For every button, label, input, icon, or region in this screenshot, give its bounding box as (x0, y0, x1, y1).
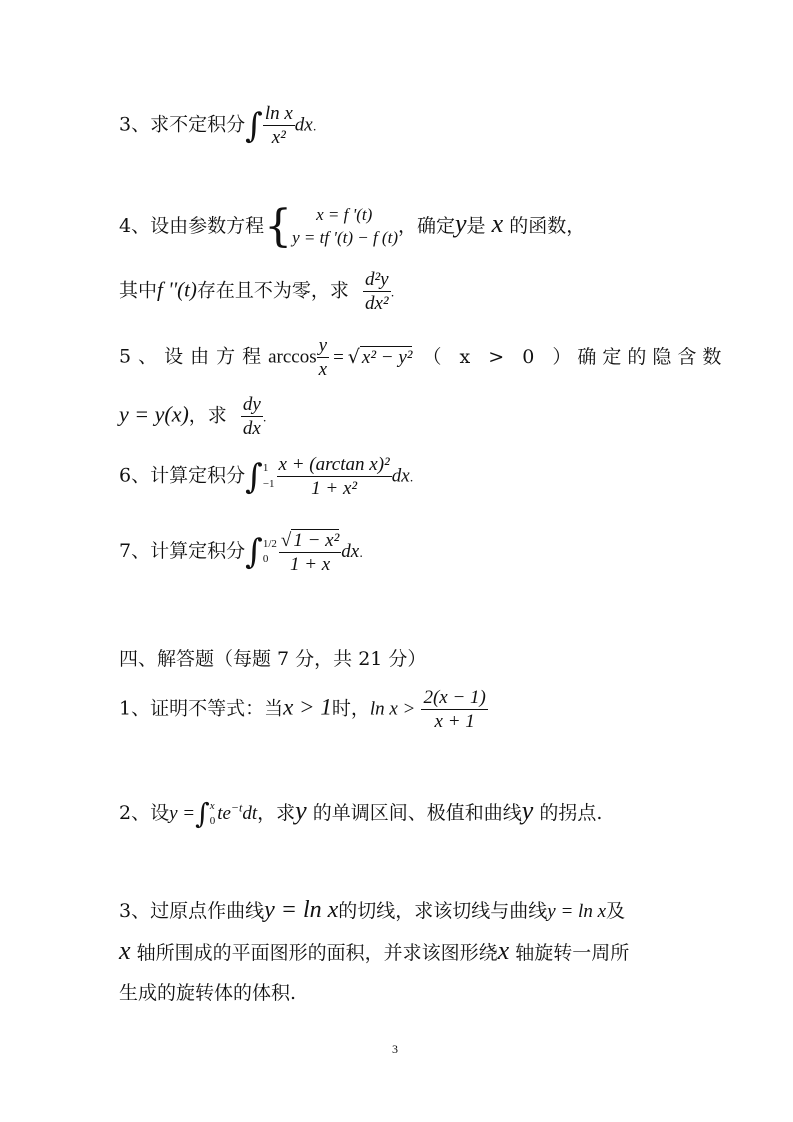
math-expression: y = ln x (264, 897, 339, 923)
integral-sign: ∫ (245, 532, 263, 573)
math-var: x (497, 936, 510, 965)
math-var: y (455, 208, 467, 238)
math-expression: ln x > (369, 698, 416, 720)
question-7-fraction (279, 530, 341, 574)
problem-1 (119, 688, 488, 731)
question-4 (119, 200, 586, 252)
integral-limits (210, 799, 216, 830)
section-4-heading: 四、解答题（每题 7 分，共 21 分） (119, 648, 427, 670)
math-expression: y = ln x (547, 901, 606, 922)
question-5-continued: y = y(x)，求 $\frac{dy}{dx}$ . (119, 394, 267, 439)
question-5-fraction (317, 336, 329, 379)
square-root: √ x² − y² (347, 346, 413, 368)
text: 的拐点. (539, 802, 603, 824)
math-var: x (491, 208, 504, 238)
fraction-numerator: dy (242, 394, 261, 415)
text: ，确定 (397, 214, 455, 237)
lower-limit: 0 (262, 553, 269, 566)
parametric-eq-1: x = f '(t) (316, 205, 373, 224)
text: 其中 (119, 279, 158, 302)
differential: dx (294, 114, 313, 136)
question-3-label: 3、求不定积分 (119, 113, 246, 136)
lower-limit: 0 (209, 815, 216, 827)
text: 时， (331, 697, 370, 720)
problem-1-fraction (421, 688, 487, 731)
integrand: te (217, 803, 231, 824)
problem-2-label: 2、设 (119, 802, 170, 824)
lower-limit: −1 (262, 477, 275, 490)
question-4-continued: 其中f ''(t)存在且不为零，求 $\frac{\text{d²y}}{\text{dx²}}$ . (119, 269, 395, 314)
square-root: √ 1 − x² (280, 530, 340, 552)
text: 存在且不为零，求 (196, 279, 349, 302)
fraction-denominator: 1 + x² (311, 478, 358, 499)
text: 的切线，求该切线与曲线 (338, 900, 548, 922)
problem-3-label: 3、过原点作曲线 (119, 900, 265, 922)
problem-3 (119, 898, 625, 922)
question-3-fraction (263, 104, 295, 147)
text: 是 (466, 214, 486, 237)
exponent: −t (230, 800, 243, 815)
question-7-label: 7、计算定积分 (119, 540, 246, 563)
question-6-fraction (277, 455, 392, 498)
differential: dx (391, 465, 410, 487)
math-condition: x > 1 (283, 694, 332, 720)
problem-2 (119, 798, 602, 829)
integral-sign: ∫ (245, 456, 263, 497)
text: 及 (606, 900, 626, 922)
left-brace: { (264, 200, 293, 252)
fraction-numerator: d²y (364, 269, 389, 290)
parametric-system (292, 204, 398, 250)
text: 的函数， (509, 214, 586, 237)
text: ，求 (257, 802, 296, 824)
math-var: y (521, 796, 534, 825)
question-6: 6、计算定积分∫ 1 −1 $\frac{\text{x + (arctan x)²}}{\text{1 + x²}}$ dx. (119, 454, 414, 499)
fraction-numerator: y (318, 335, 328, 356)
fraction-denominator: x (318, 359, 328, 380)
integral-sign: ∫ (245, 105, 263, 146)
math-expression: y = y(x) (119, 401, 189, 427)
math-var: x (119, 936, 131, 965)
upper-limit: 1 (262, 462, 269, 475)
upper-limit: 1/2 (262, 537, 277, 550)
question-3: 3、求不定积分∫ $\frac{\text{ln x}}{\text{x²}}$ dx. (119, 103, 317, 148)
condition-text: （ x > 0 ）确定的隐含数 (422, 345, 728, 368)
parametric-eq-2: y = tf '(t) − f (t) (292, 227, 398, 247)
question-7: 7、计算定积分∫ 1/2 0 $\frac{\text{√ 1 − x²}}{1 + x}$ dx. (119, 530, 364, 576)
math-var: y (295, 796, 307, 825)
fraction-denominator: x + 1 (434, 711, 475, 732)
text: ，求 (188, 404, 227, 427)
math-function: arccos (268, 346, 317, 368)
integral-limits (263, 537, 277, 568)
radicand: x² − y² (361, 347, 413, 368)
fraction-denominator: 1 + x (289, 554, 331, 576)
fraction-numerator: x + (arctan x)² (278, 454, 390, 475)
question-5 (119, 336, 727, 379)
question-5-label: 5、设由方程 (119, 345, 269, 368)
math-expression: y = (169, 803, 196, 824)
upper-limit: x (209, 799, 215, 812)
math-expression: f ''(t) (157, 277, 197, 302)
problem-3-continued (119, 938, 629, 964)
integral-limits (263, 461, 275, 492)
fraction-numerator: ln x (264, 103, 293, 124)
question-6-label: 6、计算定积分 (119, 464, 246, 487)
problem-1-label: 1、证明不等式：当 (119, 697, 284, 720)
equals-sign: = (333, 346, 344, 368)
differential: dx (341, 541, 360, 563)
text: 的单调区间、极值和曲线 (312, 802, 522, 824)
integral-sign: ∫ (195, 797, 210, 830)
text: 轴旋转一周所 (515, 942, 630, 964)
fraction-numerator: 2(x − 1) (423, 687, 486, 708)
text: 轴所围成的平面图形的面积，并求该图形绕 (136, 942, 498, 964)
second-derivative-fraction (363, 270, 391, 313)
problem-3-end: 生成的旋转体的体积. (119, 982, 297, 1004)
radicand: 1 − x² (293, 530, 340, 552)
fraction-denominator: x² (271, 127, 286, 148)
question-4-label: 4、设由参数方程 (119, 214, 265, 237)
fraction-numerator (279, 530, 341, 553)
differential: dt (242, 803, 258, 824)
derivative-fraction (241, 395, 263, 438)
page-number: 3 (392, 1042, 398, 1056)
fraction-denominator: dx² (364, 293, 389, 314)
fraction-denominator: dx (242, 418, 261, 439)
